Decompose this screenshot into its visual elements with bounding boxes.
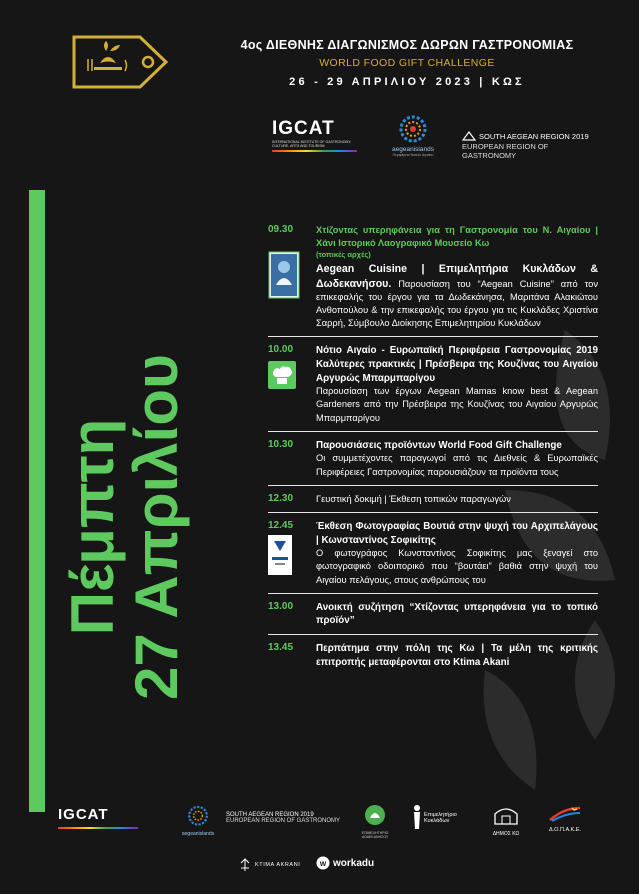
- footer-aegean-logo: [176, 804, 220, 837]
- program-text: Οι συμμετέχοντες παραγωγοί από τις Διεθνείς & Ευρωπαϊκές Περιφέρειες Γαστρονομίας παρουσιάζουν τα προϊόντα τους: [316, 453, 598, 477]
- chef-hat-icon: [268, 361, 296, 389]
- footer-chamber-text: ΕΠΙΜΕΛΗΤΗΡΙΟ ΔΩΔΕΚΑΝΗΣΟΥ: [361, 831, 389, 839]
- workadu-circle-icon: [316, 856, 330, 870]
- program-subtitle: (τοπικές αρχές): [316, 250, 371, 260]
- footer-igcat-bar: [58, 827, 138, 829]
- european-region-text: EUROPEAN REGION OF GASTRONOMY: [462, 142, 549, 160]
- program-time: 12.30: [268, 492, 294, 504]
- aegean-islands-globe-icon: [395, 113, 431, 143]
- footer-aegean-text: aegeanislands: [181, 831, 215, 837]
- program-time: 09.30: [268, 224, 294, 235]
- program-time: 10.30: [268, 438, 294, 450]
- program-text: Παρουσίαση των έργων Aegean Mamas know best & Aegean Gardeners από την Πρέσβειρα της Κουζίνας του Αιγαίου Αργυρώς Μπαρμπαρίγου: [316, 386, 598, 423]
- dopake-swoosh-icon: [548, 806, 582, 822]
- south-aegean-region-text: SOUTH AEGEAN REGION 2019: [479, 131, 589, 141]
- program-item: [268, 635, 598, 675]
- event-dates: 26 - 29 ΑΠΡΙΛΙΟΥ 2023 | ΚΩΣ: [289, 76, 525, 88]
- workadu-text: workadu: [333, 857, 375, 869]
- aegean-islands-text: aegeanislands: [392, 146, 434, 153]
- ktima-akrani-emblem-icon: [238, 858, 252, 872]
- program-text: Ο φωτογράφος Κωνσταντίνος Σοφικίτης μας ξεναγεί στο φωτογραφικό οδοιπορικό που “βουτάει” βαθιά στην ψυχή του Αιγαίου πελάγους, στους ανθρώπους του: [316, 548, 598, 585]
- footer-sar-logo: [226, 812, 346, 824]
- footer-sar-line1: SOUTH AEGEAN REGION 2019: [226, 812, 314, 818]
- program-time: 13.45: [268, 642, 294, 653]
- event-subtitle: WORLD FOOD GIFT CHALLENGE: [319, 57, 495, 69]
- cyclades-figure-icon: [410, 804, 424, 830]
- program-item: [268, 486, 598, 513]
- footer-sar-line2: EUROPEAN REGION OF GASTRONOMY: [226, 818, 341, 824]
- footer-dimos-logo: [486, 804, 526, 837]
- day-date: 27 Απριλίου: [123, 354, 190, 700]
- program-title: Παρουσιάσεις προϊόντων World Food Gift Challenge: [316, 439, 562, 451]
- chamber-emblem-icon: [364, 804, 386, 826]
- program-title: Έκθεση Φωτογραφίας Βουτιά στην ψυχή του Αρχιπελάγους | Κωνσταντίνος Σοφικίτης: [316, 521, 598, 546]
- gift-tag-logo-icon: [70, 33, 170, 91]
- program-item: [268, 221, 598, 337]
- aegean-cuisine-book-icon: [268, 251, 300, 299]
- aegean-islands-subtext: Περιφέρεια Νοτίου Αιγαίου: [392, 153, 434, 157]
- dimos-kos-icon: [493, 804, 519, 826]
- program-text: Παρουσίαση του “Aegean Cuisine” από τον επικεφαλής του έργου για τα Δωδεκάνησα, Μαριτάνα Αλακιώτου Ανθοπούλου & την επικεφαλής του έργου για τις Κυκλάδες Χριστίνα Σαρρή, Σύμβουλο Διοίκησης Επιμελητηρίου Κυκλάδων: [316, 278, 598, 329]
- program-item: [268, 432, 598, 486]
- day-label: [60, 267, 190, 787]
- footer-igcat-text: IGCAT: [58, 806, 109, 823]
- igcat-logo-text: IGCAT: [272, 118, 335, 139]
- footer-dopake-logo: [540, 806, 590, 833]
- footer-dimos-text: ΔΗΜΟΣ ΚΩ: [492, 831, 520, 837]
- aegean-cuisine-thumbnail: [268, 251, 300, 304]
- region-star-icon: [462, 131, 476, 141]
- sponsor-row: [0, 852, 639, 878]
- program-title: Χτίζοντας υπερηφάνεια για τη Γαστρονομία του Ν. Αιγαίου | Χάνι Ιστορικό Λαογραφικό Μουσείο Κω: [316, 225, 598, 249]
- marabou-logo-icon: [268, 535, 292, 575]
- svg-text:w: w: [319, 859, 327, 868]
- igcat-rainbow-bar: [272, 150, 357, 152]
- ktima-akrani-text: KTIMA AKRANI: [255, 862, 301, 868]
- igcat-logo-subtext: INTERNATIONAL INSTITUTE OF GASTRONOMY, CULTURE, ARTS AND TOURISM: [272, 140, 352, 148]
- chef-hat-thumbnail: [268, 361, 296, 394]
- aegean-islands-logo: [383, 113, 443, 157]
- green-sidebar-strip: [29, 190, 45, 812]
- footer-igcat-logo: [58, 806, 138, 829]
- workadu-logo: [316, 856, 386, 870]
- footer-aegean-globe-icon: [184, 804, 212, 826]
- south-aegean-region-logo: [462, 131, 592, 160]
- program-time: 10.00: [268, 344, 294, 356]
- event-title: 4ος ΔΙΕΘΝΗΣ ΔΙΑΓΩΝΙΣΜΟΣ ΔΩΡΩΝ ΓΑΣΤΡΟΝΟΜΙΑΣ: [240, 38, 574, 52]
- program-list: [268, 221, 598, 675]
- footer-dopake-text: Δ.Ο.Π.Α.Κ.Ε.: [548, 827, 582, 833]
- program-item: [268, 594, 598, 635]
- day-weekday: Πέμπτη: [59, 418, 126, 636]
- marabou-thumbnail: [268, 535, 292, 580]
- program-time: 13.00: [268, 600, 294, 612]
- program-time: 12.45: [268, 520, 294, 532]
- program-item: [268, 513, 598, 594]
- footer-chamber-logo: [350, 804, 400, 839]
- footer-cyclades-text: Επιμελητήριο Κυκλάδων: [424, 812, 457, 824]
- program-lead: Aegean Cuisine | Επιμελητήρια Κυκλάδων & Δωδεκανήσου.: [316, 263, 598, 290]
- program-text: Γευστική δοκιμή | Έκθεση τοπικών παραγωγών: [316, 493, 511, 504]
- program-item: [268, 337, 598, 431]
- program-title: Ανοικτή συζήτηση “Χτίζοντας υπερηφάνεια για το τοπικό προϊόν”: [316, 601, 598, 627]
- program-title: Περπάτημα στην πόλη της Κω | Τα μέλη της κριτικής επιτροπής μεταφέρονται στο Ktima Akani: [316, 643, 598, 668]
- footer-cyclades-logo: [410, 804, 470, 830]
- footer-logo-row: [0, 800, 639, 852]
- igcat-logo: [272, 118, 357, 152]
- ktima-akrani-logo: [238, 858, 308, 872]
- program-title: Νότιο Αιγαίο - Ευρωπαϊκή Περιφέρεια Γαστρονομίας 2019 Καλύτερες πρακτικές | Πρέσβειρα της Κουζίνας του Αιγαίου Αργυρώς Μπαρμπαρίγου: [316, 345, 598, 384]
